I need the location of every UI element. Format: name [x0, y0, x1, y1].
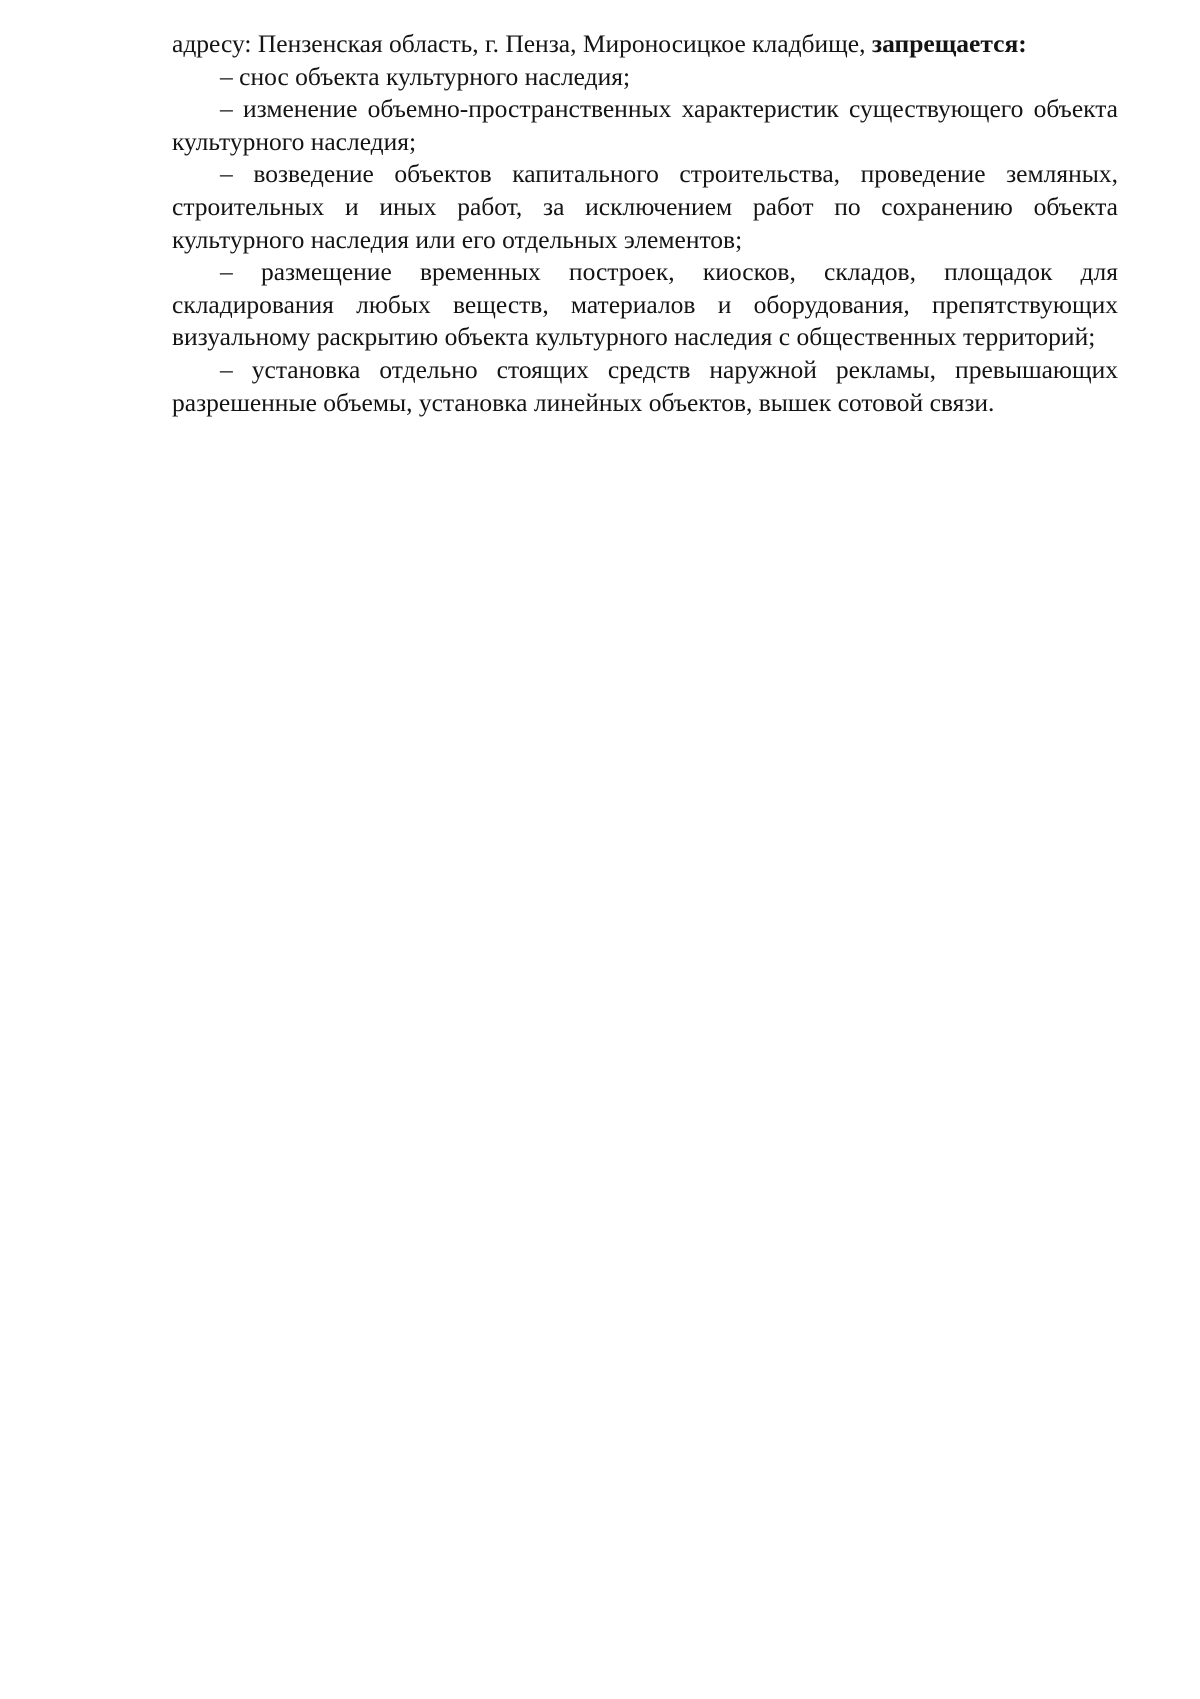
- prohibition-item: – размещение временных построек, киосков, складов, площадок для складирования любых веществ, материалов и оборудования, препятствующих визуальному раскрытию объекта культурного наследия с общественных территорий;: [172, 257, 1118, 352]
- intro-paragraph: [172, 28, 1118, 61]
- prohibition-item: – изменение объемно-пространственных характеристик существующего объекта культурного наследия;: [172, 94, 1118, 156]
- prohibition-item: – возведение объектов капитального строительства, проведение земляных, строительных и иных работ, за исключением работ по сохранению объекта культурного наследия или его отдельных элементов;: [172, 159, 1118, 254]
- intro-text: адресу: Пензенская область, г. Пенза, Мироносицкое кладбище,: [172, 29, 866, 58]
- prohibition-item: – снос объекта культурного наследия;: [220, 61, 631, 91]
- prohibition-item: – установка отдельно стоящих средств наружной рекламы, превышающих разрешенные объемы, установка линейных объектов, вышек сотовой связи.: [172, 354, 1118, 417]
- document-body: [172, 28, 1118, 419]
- intro-emphasis: запрещается:: [871, 29, 1027, 58]
